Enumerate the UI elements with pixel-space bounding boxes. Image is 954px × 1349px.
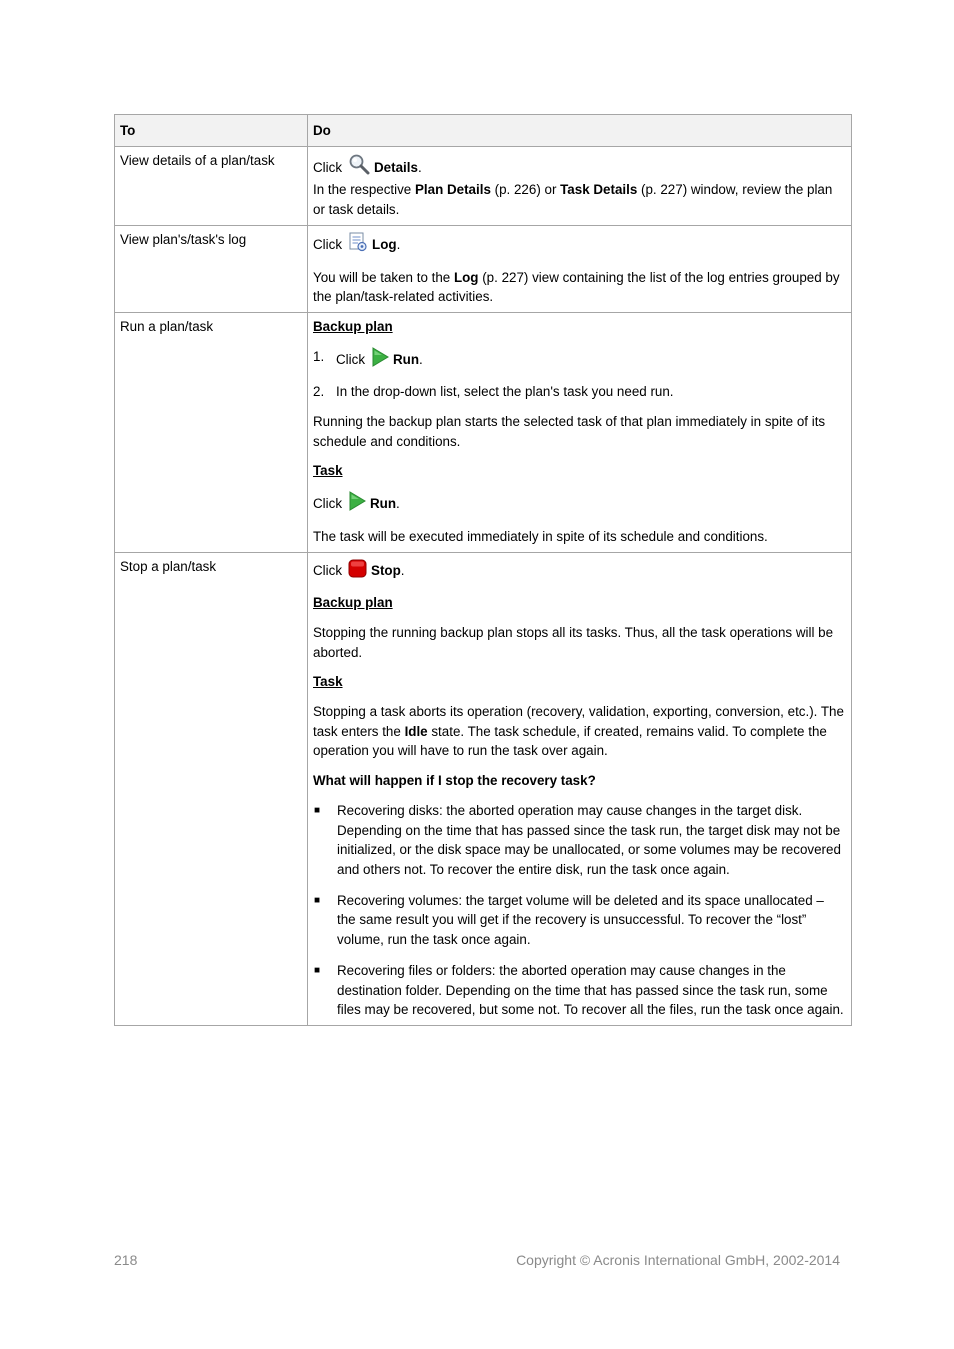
cell-to-stop: Stop a plan/task xyxy=(115,552,308,1025)
step-text: In the drop-down list, select the plan's task you need run. xyxy=(336,384,674,400)
table-row xyxy=(115,146,852,225)
cell-do-stop: Click Stop. Backup plan Stopping the running backup plan stops all its tasks. Thus, all the task operations will be aborted. Task Stopping a task aborts its operation (recovery, validation, exporting, conversion, etc.). The task enters the Idle state. The task schedule, if created, remains valid. To complete the operation you will have to run the task over again. What will happen if I stop the recovery task? ■ Recovering disks: the aborted operation may cause changes in the target disk. Depending on the time that has passed since the task run, the target disk may not be initialized, or the disk space may be unallocated, or some volumes may be recovered and others not. To recover the entire disk, run the task once again. ■ Recovering volumes: the target volume will be deleted and its space unallocated – the same result you will get if the recovery is unsuccessful. To recover the “lost” volume, run the task once again. ■ Recovering files or folders: the aborted operation may cause changes in the destination folder. Depending on the time that has passed since the task run, some files may be recovered, but some not. To recover all the files, run the task once again. xyxy=(308,552,852,1025)
actions-table xyxy=(114,114,852,1026)
table-header-row xyxy=(115,115,852,147)
header-do: Do xyxy=(308,115,852,147)
list-item xyxy=(313,382,846,402)
idle-state: Idle xyxy=(404,723,428,739)
cell-to-run: Run a plan/task xyxy=(115,312,308,552)
task-details-link: Task Details xyxy=(560,182,638,198)
run-action: Run xyxy=(370,496,397,512)
copyright-notice: Copyright © Acronis International GmbH, 2002-2014 xyxy=(516,1252,840,1268)
backup-plan-heading: Backup plan xyxy=(313,595,393,611)
table-row xyxy=(115,225,852,312)
list-item xyxy=(313,801,846,880)
backup-plan-heading: Backup plan xyxy=(313,318,393,334)
task-run-text: The task will be executed immediately in spite of its schedule and conditions. xyxy=(313,528,768,544)
backup-stop-text: Stopping the running backup plan stops all its tasks. Thus, all the task operations will be aborted. xyxy=(313,624,834,660)
recovery-question: What will happen if I stop the recovery task? xyxy=(313,773,596,789)
recovery-bullets xyxy=(313,801,846,1020)
task-heading: Task xyxy=(313,674,343,690)
log-document-icon xyxy=(348,232,368,258)
green-play-icon xyxy=(348,491,366,517)
bullet-text: Recovering disks: the aborted operation may cause changes in the target disk. Depending on the time that has passed since the task run, the target disk may not be initialized, or the disk space may be unallocated, or some volumes may be recovered and others not. To recover the entire disk, run the task once again. xyxy=(337,802,841,877)
table-row xyxy=(115,552,852,1025)
bullet-marker: ■ xyxy=(314,804,321,816)
task-stop-text-b: state. The task schedule, if created, remains valid. To complete the operation you will have to run the task over again. xyxy=(313,723,827,759)
log-text-b: (p. 227) view containing the list of the log entries grouped by the plan/task-related activities. xyxy=(313,269,840,305)
details-text-b: (p. 226) or xyxy=(490,182,561,198)
cell-to-details: View details of a plan/task xyxy=(115,146,308,225)
cell-do-run: Backup plan 1. Click Run. 2. In the drop-down list, select the plan's task you need run. Running the backup plan starts the selected task of that plan immediately in spite of its schedule and conditions. Task Click Run. The task will be executed immediately in spite of its schedule and conditions. xyxy=(308,312,852,552)
cell-do-log: Click Log. You will be taken to the Log (p. 227) view containing the list of the log entries grouped by the plan/task-related activities. xyxy=(308,225,852,312)
page-number: 218 xyxy=(114,1252,138,1268)
click-label: Click xyxy=(313,562,343,578)
click-label: Click xyxy=(313,496,343,512)
cell-do-details: Click Details. In the respective Plan Details (p. 226) or Task Details (p. 227) window, review the plan or task details. xyxy=(308,146,852,225)
task-stop-text-a: Stopping a task aborts its operation (recovery, validation, exporting, conversion, etc.). The task enters the xyxy=(313,704,844,739)
details-text-a: In the respective xyxy=(313,182,415,198)
step-number: 2. xyxy=(313,384,325,400)
green-play-icon xyxy=(371,347,389,373)
bullet-marker: ■ xyxy=(314,894,321,906)
backup-run-text: Running the backup plan starts the selected task of that plan immediately in spite of its schedule and conditions. xyxy=(313,414,826,449)
bullet-text: Recovering files or folders: the aborted operation may cause changes in the destination folder. Depending on the time that has passed since the task run, some files may be recovered, but some not. To recover all the files, run the task once again. xyxy=(337,962,844,1018)
bullet-marker: ■ xyxy=(314,964,321,976)
log-action: Log xyxy=(372,236,397,252)
bullet-text: Recovering volumes: the target volume will be deleted and its space unallocated – the same result you will get if the recovery is unsuccessful. To recover the “lost” volume, run the task once again. xyxy=(337,892,824,948)
cell-to-log: View plan's/task's log xyxy=(115,225,308,312)
magnifier-icon xyxy=(348,153,370,181)
click-label: Click xyxy=(313,236,343,252)
list-item xyxy=(313,961,846,1020)
table-row xyxy=(115,312,852,552)
click-label: Click xyxy=(313,159,343,175)
red-stop-icon xyxy=(348,559,367,584)
run-steps xyxy=(313,347,846,402)
plan-details-link: Plan Details xyxy=(414,182,491,198)
details-text-c: (p. 227) window, review the plan or task details. xyxy=(313,182,833,218)
run-action: Run xyxy=(393,351,420,367)
details-action: Details xyxy=(374,159,418,175)
click-label: Click xyxy=(336,351,366,367)
list-item xyxy=(313,891,846,950)
stop-action: Stop xyxy=(371,562,401,578)
step-number: 1. xyxy=(313,348,325,364)
list-item: 1. Click Run. xyxy=(313,347,846,373)
header-to: To xyxy=(115,115,308,147)
log-view-link: Log xyxy=(453,269,479,285)
task-heading: Task xyxy=(313,463,343,479)
log-text-a: You will be taken to the xyxy=(313,269,454,285)
